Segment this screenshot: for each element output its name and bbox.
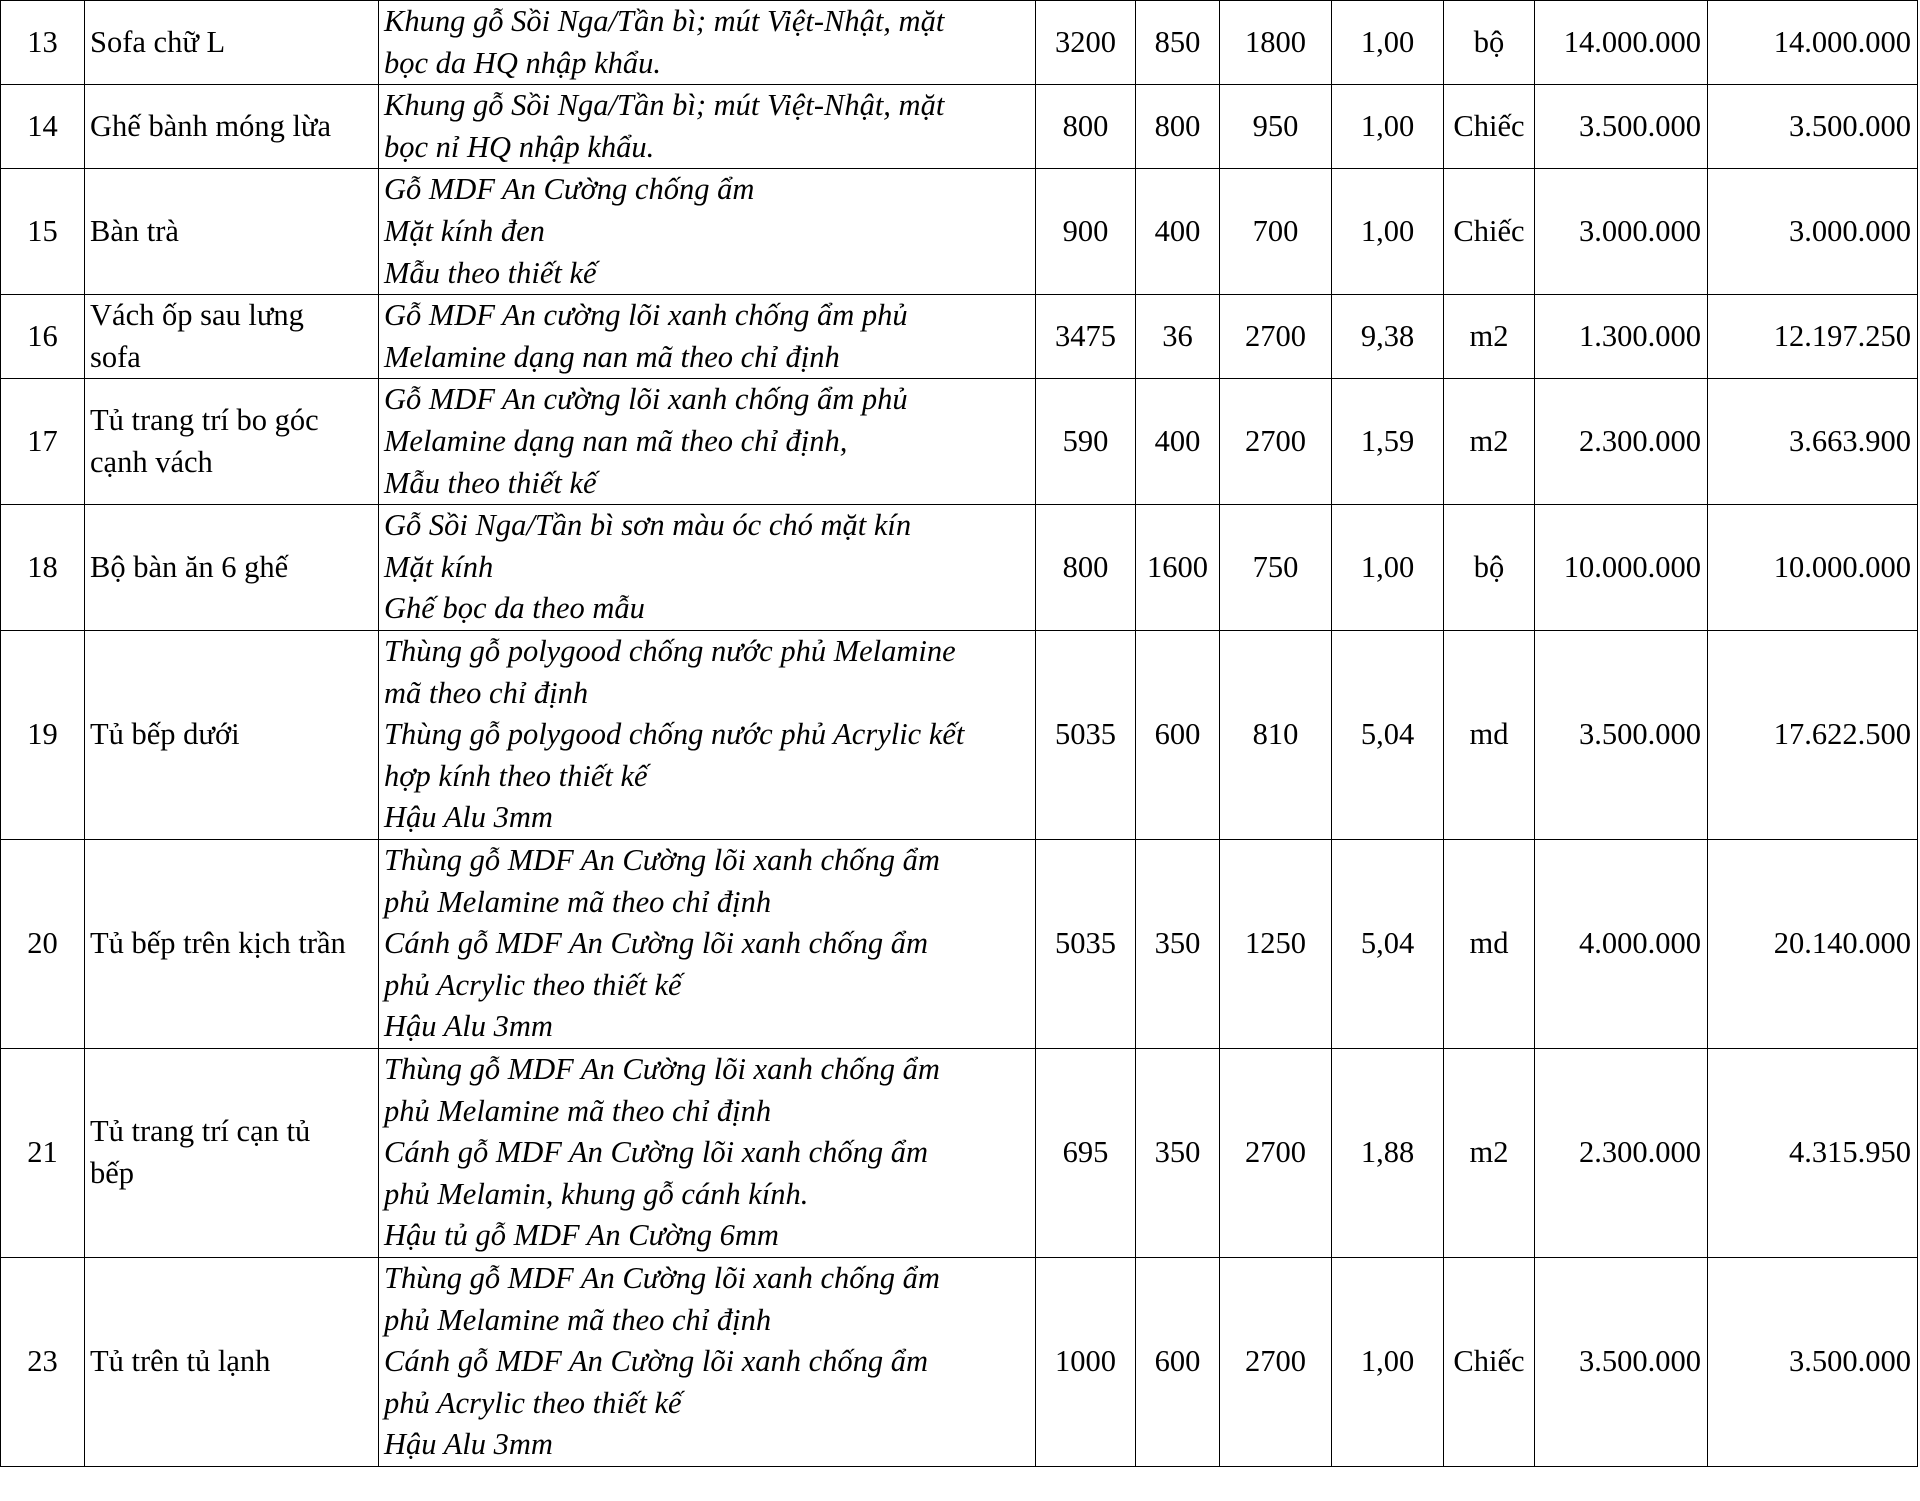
unit-cell[interactable]: Chiếc (1444, 1257, 1535, 1466)
item-name-cell-line: bếp (90, 1155, 135, 1190)
line-total-cell[interactable]: 3.000.000 (1708, 169, 1918, 295)
unit-price-cell[interactable]: 4.000.000 (1535, 839, 1708, 1048)
line-total-cell[interactable]: 3.663.900 (1708, 379, 1918, 505)
item-description-cell-line: Ghế bọc da theo mẫu (384, 591, 645, 626)
item-description-cell[interactable] (379, 295, 1036, 379)
item-description-cell[interactable] (379, 839, 1036, 1048)
item-description-cell-line: Mặt kính đen (384, 213, 545, 248)
item-name-cell[interactable] (85, 1048, 379, 1257)
quantity-cell[interactable]: 5,04 (1332, 839, 1444, 1048)
quantity-cell[interactable]: 1,00 (1332, 505, 1444, 631)
item-name-cell[interactable] (85, 85, 379, 169)
row-number-cell[interactable]: 18 (1, 505, 85, 631)
unit-price-cell[interactable]: 14.000.000 (1535, 1, 1708, 85)
dimension-depth-cell[interactable]: 800 (1136, 85, 1220, 169)
unit-cell[interactable]: Chiếc (1444, 169, 1535, 295)
dimension-height-cell[interactable]: 750 (1220, 505, 1332, 631)
quantity-cell[interactable]: 1,88 (1332, 1048, 1444, 1257)
line-total-cell[interactable]: 14.000.000 (1708, 1, 1918, 85)
item-name-cell-line: Ghế bành móng lừa (90, 108, 331, 143)
item-description-cell-line: Khung gỗ Sồi Nga/Tần bì; mút Việt-Nhật, mặt (384, 88, 945, 123)
dimension-length-cell[interactable]: 800 (1036, 505, 1136, 631)
item-name-cell-line: Tủ bếp dưới (90, 717, 240, 752)
item-description-cell-line: Cánh gỗ MDF An Cường lõi xanh chống ẩm (384, 926, 929, 961)
item-description-cell-line: Melamine dạng nan mã theo chỉ định (384, 339, 840, 374)
dimension-depth-cell[interactable]: 600 (1136, 1257, 1220, 1466)
dimension-length-cell[interactable]: 800 (1036, 85, 1136, 169)
unit-cell[interactable]: bộ (1444, 1, 1535, 85)
item-description-cell-line: Hậu tủ gỗ MDF An Cường 6mm (384, 1218, 779, 1253)
item-description-cell-line: Thùng gỗ polygood chống nước phủ Melamine (384, 633, 956, 668)
item-description-cell-line: Gỗ Sồi Nga/Tần bì sơn màu óc chó mặt kín (384, 508, 912, 543)
item-description-cell-line: phủ Melamine mã theo chỉ định (384, 1093, 772, 1128)
item-description-cell[interactable] (379, 505, 1036, 631)
unit-cell[interactable]: md (1444, 839, 1535, 1048)
item-name-cell-line: Tủ bếp trên kịch trần (90, 926, 346, 961)
item-description-cell[interactable] (379, 169, 1036, 295)
dimension-height-cell[interactable]: 2700 (1220, 295, 1332, 379)
item-description-cell-line: Gỗ MDF An cường lõi xanh chống ẩm phủ (384, 382, 908, 417)
item-name-cell-line: Vách ốp sau lưng (90, 298, 304, 333)
unit-price-cell[interactable]: 3.000.000 (1535, 169, 1708, 295)
row-number-cell[interactable]: 19 (1, 630, 85, 839)
item-name-cell-line: cạnh vách (90, 444, 213, 479)
item-name-cell[interactable] (85, 169, 379, 295)
item-name-cell[interactable] (85, 379, 379, 505)
item-name-cell[interactable] (85, 1, 379, 85)
dimension-length-cell[interactable]: 590 (1036, 379, 1136, 505)
quantity-cell[interactable]: 1,00 (1332, 169, 1444, 295)
dimension-depth-cell[interactable]: 400 (1136, 379, 1220, 505)
item-description-cell-line: mã theo chỉ định (384, 675, 589, 710)
dimension-height-cell[interactable]: 2700 (1220, 1048, 1332, 1257)
table-row (1, 1257, 1918, 1466)
item-name-cell-line: Tủ trên tủ lạnh (90, 1344, 271, 1379)
row-number-cell[interactable]: 14 (1, 85, 85, 169)
unit-price-cell[interactable]: 3.500.000 (1535, 1257, 1708, 1466)
unit-price-cell[interactable]: 2.300.000 (1535, 379, 1708, 505)
quantity-cell[interactable]: 9,38 (1332, 295, 1444, 379)
item-description-cell-line: hợp kính theo thiết kế (384, 758, 648, 793)
item-description-cell[interactable] (379, 1048, 1036, 1257)
dimension-depth-cell[interactable]: 350 (1136, 1048, 1220, 1257)
item-name-cell-line: Bộ bàn ăn 6 ghế (90, 549, 289, 584)
row-number-cell[interactable]: 13 (1, 1, 85, 85)
table-row (1, 379, 1918, 505)
dimension-depth-cell[interactable]: 600 (1136, 630, 1220, 839)
unit-price-cell[interactable]: 10.000.000 (1535, 505, 1708, 631)
line-total-cell[interactable]: 10.000.000 (1708, 505, 1918, 631)
item-description-cell-line: bọc nỉ HQ nhập khẩu. (384, 129, 655, 164)
unit-cell[interactable]: m2 (1444, 379, 1535, 505)
item-name-cell[interactable] (85, 839, 379, 1048)
table-row (1, 85, 1918, 169)
item-description-cell-line: Hậu Alu 3mm (384, 1009, 553, 1044)
item-description-cell-line: Thùng gỗ MDF An Cường lõi xanh chống ẩm (384, 1260, 940, 1295)
item-name-cell-line: Tủ trang trí cạn tủ (90, 1114, 311, 1149)
dimension-length-cell[interactable]: 3475 (1036, 295, 1136, 379)
item-description-cell-line: Mẫu theo thiết kế (384, 255, 597, 290)
quantity-cell[interactable]: 5,04 (1332, 630, 1444, 839)
item-description-cell-line: Cánh gỗ MDF An Cường lõi xanh chống ẩm (384, 1135, 929, 1170)
item-description-cell-line: Gỗ MDF An Cường chống ẩm (384, 172, 755, 207)
dimension-height-cell[interactable]: 1250 (1220, 839, 1332, 1048)
unit-price-cell[interactable]: 3.500.000 (1535, 85, 1708, 169)
table-row (1, 169, 1918, 295)
row-number-cell[interactable]: 16 (1, 295, 85, 379)
dimension-height-cell[interactable]: 700 (1220, 169, 1332, 295)
unit-price-cell[interactable]: 2.300.000 (1535, 1048, 1708, 1257)
item-description-cell-line: phủ Acrylic theo thiết kế (384, 967, 682, 1002)
dimension-height-cell[interactable]: 950 (1220, 85, 1332, 169)
item-description-cell-line: Khung gỗ Sồi Nga/Tần bì; mút Việt-Nhật, mặt (384, 4, 945, 38)
dimension-height-cell[interactable]: 1800 (1220, 1, 1332, 85)
dimension-depth-cell[interactable]: 400 (1136, 169, 1220, 295)
unit-cell[interactable]: m2 (1444, 295, 1535, 379)
dimension-length-cell[interactable]: 5035 (1036, 839, 1136, 1048)
item-name-cell-line: Sofa chữ L (90, 24, 226, 59)
dimension-depth-cell[interactable]: 850 (1136, 1, 1220, 85)
item-description-cell-line: Hậu Alu 3mm (384, 800, 553, 835)
row-number-cell[interactable]: 20 (1, 839, 85, 1048)
table-row (1, 839, 1918, 1048)
item-name-cell-line: Bàn trà (90, 213, 179, 248)
dimension-depth-cell[interactable]: 36 (1136, 295, 1220, 379)
item-description-cell-line: Gỗ MDF An cường lõi xanh chống ẩm phủ (384, 298, 908, 333)
item-description-cell[interactable] (379, 1, 1036, 85)
quantity-cell[interactable]: 1,59 (1332, 379, 1444, 505)
item-name-cell[interactable] (85, 1257, 379, 1466)
item-name-cell-line: sofa (90, 339, 141, 374)
item-name-cell[interactable] (85, 630, 379, 839)
row-number-cell[interactable]: 17 (1, 379, 85, 505)
dimension-length-cell[interactable]: 1000 (1036, 1257, 1136, 1466)
item-description-cell[interactable] (379, 85, 1036, 169)
unit-cell[interactable]: md (1444, 630, 1535, 839)
item-description-cell-line: Cánh gỗ MDF An Cường lõi xanh chống ẩm (384, 1344, 929, 1379)
line-total-cell[interactable]: 20.140.000 (1708, 839, 1918, 1048)
dimension-length-cell[interactable]: 900 (1036, 169, 1136, 295)
row-number-cell[interactable]: 21 (1, 1048, 85, 1257)
item-description-cell-line: Thùng gỗ polygood chống nước phủ Acrylic kết (384, 717, 965, 752)
table-row (1, 1, 1918, 85)
item-description-cell-line: phủ Acrylic theo thiết kế (384, 1385, 682, 1420)
item-description-cell[interactable] (379, 379, 1036, 505)
item-name-cell-line: Tủ trang trí bo góc (90, 403, 319, 438)
unit-price-cell[interactable]: 1.300.000 (1535, 295, 1708, 379)
table-row (1, 505, 1918, 631)
item-description-cell-line: phủ Melamine mã theo chỉ định (384, 884, 772, 919)
unit-cell[interactable]: bộ (1444, 505, 1535, 631)
quantity-cell[interactable]: 1,00 (1332, 1, 1444, 85)
item-name-cell[interactable] (85, 505, 379, 631)
quantity-cell[interactable]: 1,00 (1332, 85, 1444, 169)
item-description-cell[interactable] (379, 1257, 1036, 1466)
line-total-cell[interactable]: 3.500.000 (1708, 85, 1918, 169)
table-row (1, 630, 1918, 839)
dimension-height-cell[interactable]: 2700 (1220, 379, 1332, 505)
item-description-cell-line: Melamine dạng nan mã theo chỉ định, (384, 423, 848, 458)
item-name-cell[interactable] (85, 295, 379, 379)
unit-price-cell[interactable]: 3.500.000 (1535, 630, 1708, 839)
dimension-length-cell[interactable]: 695 (1036, 1048, 1136, 1257)
item-description-cell-line: Thùng gỗ MDF An Cường lõi xanh chống ẩm (384, 842, 940, 877)
item-description-cell-line: Hậu Alu 3mm (384, 1427, 553, 1462)
dimension-length-cell[interactable]: 5035 (1036, 630, 1136, 839)
dimension-height-cell[interactable]: 2700 (1220, 1257, 1332, 1466)
quantity-cell[interactable]: 1,00 (1332, 1257, 1444, 1466)
line-total-cell[interactable]: 12.197.250 (1708, 295, 1918, 379)
line-total-cell[interactable]: 3.500.000 (1708, 1257, 1918, 1466)
row-number-cell[interactable]: 15 (1, 169, 85, 295)
item-description-cell-line: Mẫu theo thiết kế (384, 465, 597, 500)
dimension-depth-cell[interactable]: 1600 (1136, 505, 1220, 631)
item-description-cell-line: bọc da HQ nhập khẩu. (384, 45, 662, 80)
item-description-cell-line: Mặt kính (384, 549, 494, 584)
item-description-cell-line: Thùng gỗ MDF An Cường lõi xanh chống ẩm (384, 1051, 940, 1086)
item-description-cell-line: phủ Melamine mã theo chỉ định (384, 1302, 772, 1337)
dimension-depth-cell[interactable]: 350 (1136, 839, 1220, 1048)
table-row (1, 295, 1918, 379)
unit-cell[interactable]: Chiếc (1444, 85, 1535, 169)
dimension-length-cell[interactable]: 3200 (1036, 1, 1136, 85)
item-description-cell[interactable] (379, 630, 1036, 839)
dimension-height-cell[interactable]: 810 (1220, 630, 1332, 839)
row-number-cell[interactable]: 23 (1, 1257, 85, 1466)
table-row (1, 1048, 1918, 1257)
item-description-cell-line: phủ Melamin, khung gỗ cánh kính. (384, 1176, 809, 1211)
line-total-cell[interactable]: 17.622.500 (1708, 630, 1918, 839)
unit-cell[interactable]: m2 (1444, 1048, 1535, 1257)
line-total-cell[interactable]: 4.315.950 (1708, 1048, 1918, 1257)
